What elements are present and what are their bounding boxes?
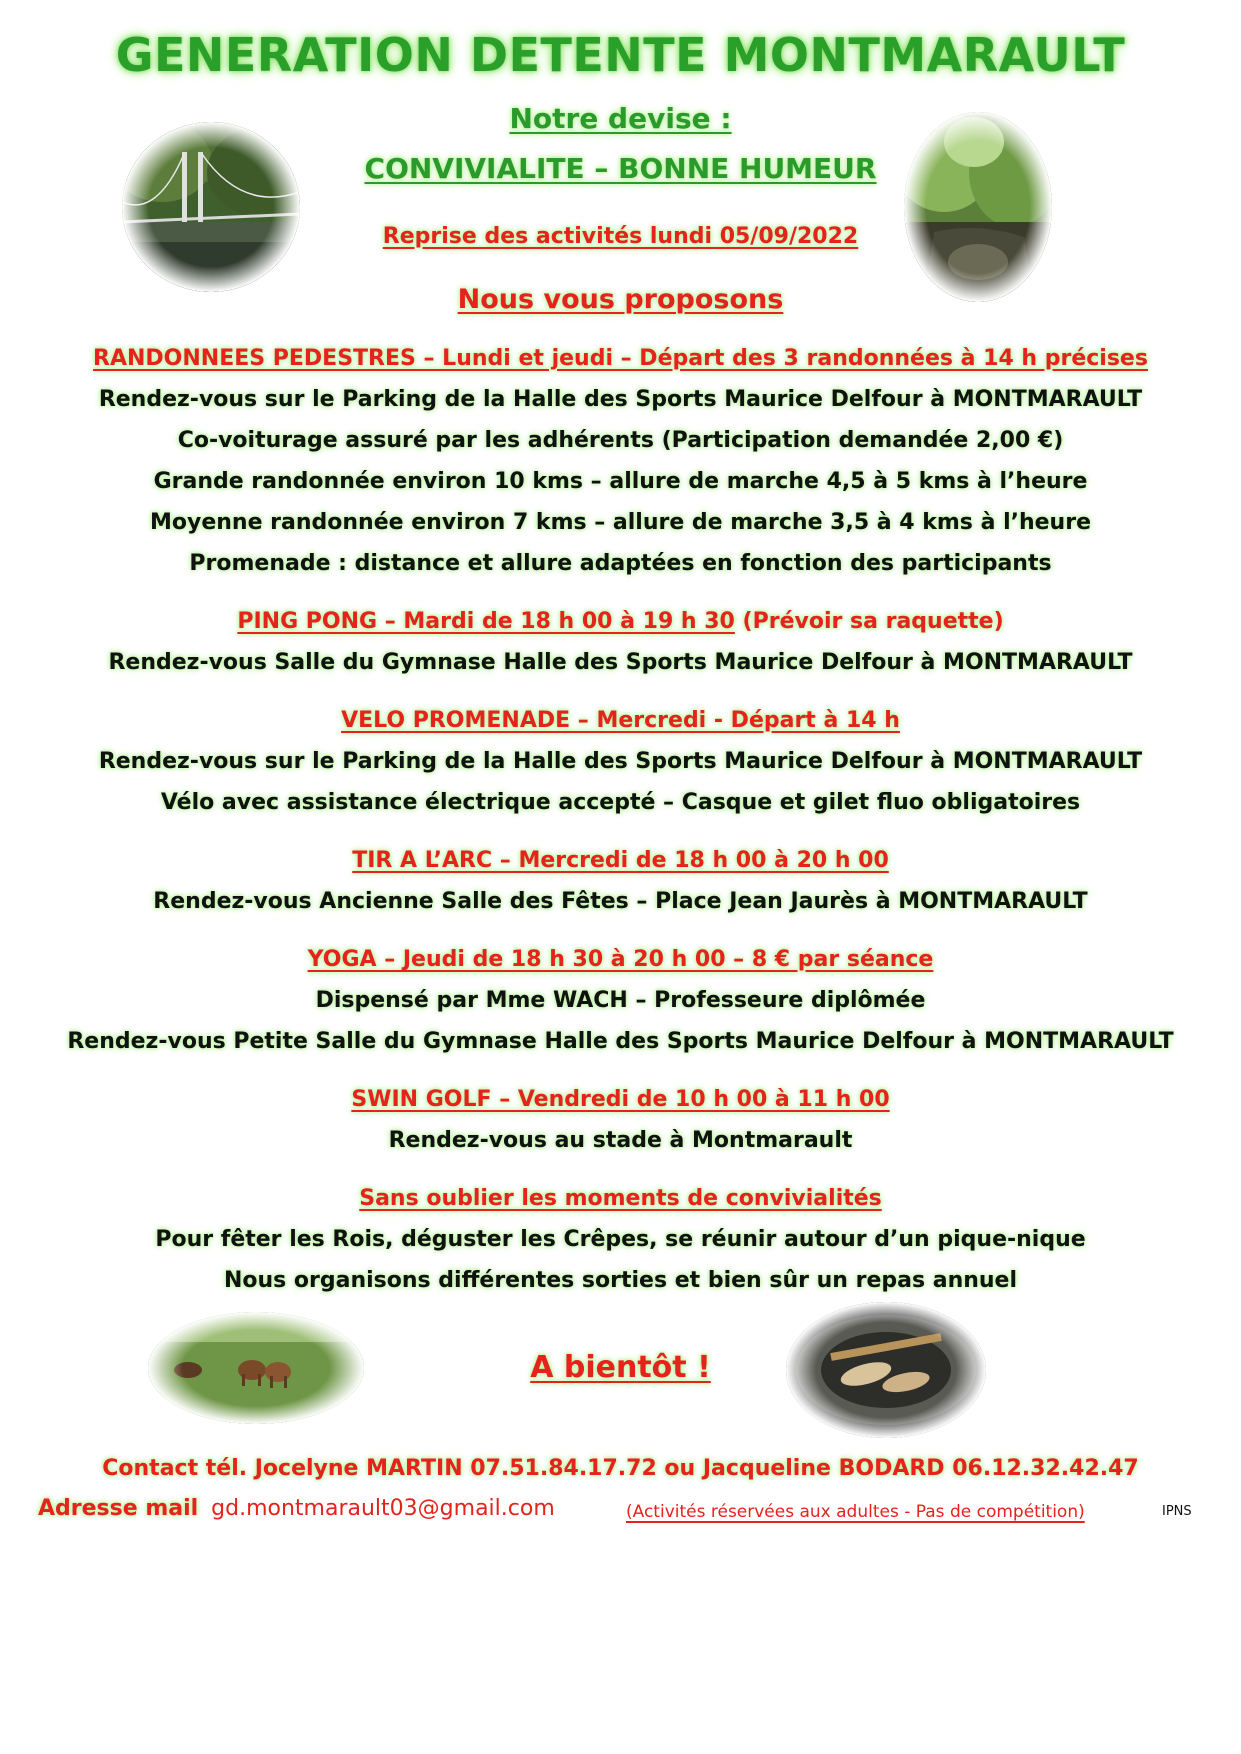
bientot: A bientôt ! — [530, 1350, 711, 1385]
proposons-heading: Nous vous proposons — [457, 284, 784, 315]
convivialite-heading: Sans oublier les moments de convivialités — [359, 1186, 882, 1211]
convivialite-line: Nous organisons différentes sorties et bien sûr un repas annuel — [223, 1268, 1018, 1293]
pingpong-note: (Prévoir sa raquette) — [742, 609, 1004, 634]
convivialite-line: Pour fêter les Rois, déguster les Crêpes, se réunir autour d’un pique-nique — [155, 1227, 1086, 1252]
velo-heading: VELO PROMENADE – Mercredi - Départ à 14 h — [341, 708, 900, 733]
yoga-heading: YOGA – Jeudi de 18 h 30 à 20 h 00 – 8 € par séance — [307, 947, 934, 972]
randonnees-line: Rendez-vous sur le Parking de la Halle des Sports Maurice Delfour à MONTMARAULT — [98, 387, 1143, 412]
tir-heading: TIR A L’ARC – Mercredi de 18 h 00 à 20 h 00 — [352, 848, 889, 873]
mail-label: Adresse mail — [38, 1496, 199, 1521]
motto-label: Notre devise : — [509, 102, 732, 135]
contact-line: Contact tél. Jocelyne MARTIN 07.51.84.17.72 ou Jacqueline BODARD 06.12.32.42.47 — [102, 1456, 1139, 1481]
randonnees-line: Co-voiturage assuré par les adhérents (Participation demandée 2,00 €) — [177, 428, 1064, 453]
wooden-clogs-photo — [786, 1302, 986, 1438]
randonnees-line: Grande randonnée environ 10 kms – allure de marche 4,5 à 5 kms à l’heure — [153, 469, 1088, 494]
yoga-line: Rendez-vous Petite Salle du Gymnase Halle des Sports Maurice Delfour à MONTMARAULT — [67, 1029, 1174, 1054]
suspension-bridge-photo — [122, 122, 300, 292]
velo-line: Rendez-vous sur le Parking de la Halle des Sports Maurice Delfour à MONTMARAULT — [98, 749, 1143, 774]
ipns-mark: IPNS — [1162, 1504, 1192, 1519]
swin-line: Rendez-vous au stade à Montmarault — [388, 1128, 853, 1153]
randonnees-line: Moyenne randonnée environ 7 kms – allure de marche 3,5 à 4 kms à l’heure — [150, 510, 1091, 535]
pingpong-line: Rendez-vous Salle du Gymnase Halle des Sports Maurice Delfour à MONTMARAULT — [108, 650, 1133, 675]
randonnees-heading: RANDONNEES PEDESTRES – Lundi et jeudi – Départ des 3 randonnées à 14 h précises — [93, 346, 1148, 371]
mail-address[interactable]: gd.montmarault03@gmail.com — [211, 1496, 555, 1521]
motto: CONVIVIALITE – BONNE HUMEUR — [364, 152, 877, 185]
resume-date: Reprise des activités lundi 05/09/2022 — [382, 224, 859, 249]
disclaimer: (Activités réservées aux adultes - Pas de compétition) — [626, 1502, 1085, 1522]
highland-cattle-photo — [148, 1312, 364, 1424]
tir-line: Rendez-vous Ancienne Salle des Fêtes – Place Jean Jaurès à MONTMARAULT — [153, 889, 1088, 914]
river-forest-photo — [904, 112, 1052, 302]
page-title: GENERATION DETENTE MONTMARAULT — [115, 28, 1126, 82]
randonnees-line: Promenade : distance et allure adaptées en fonction des participants — [189, 551, 1052, 576]
velo-line: Vélo avec assistance électrique accepté – Casque et gilet fluo obligatoires — [160, 790, 1081, 815]
pingpong-heading-row — [0, 609, 1241, 634]
yoga-line: Dispensé par Mme WACH – Professeure diplômée — [315, 988, 926, 1013]
mail-row — [38, 1496, 555, 1521]
pingpong-heading: PING PONG – Mardi de 18 h 00 à 19 h 30 — [237, 609, 735, 634]
swin-heading: SWIN GOLF – Vendredi de 10 h 00 à 11 h 00 — [351, 1087, 890, 1112]
